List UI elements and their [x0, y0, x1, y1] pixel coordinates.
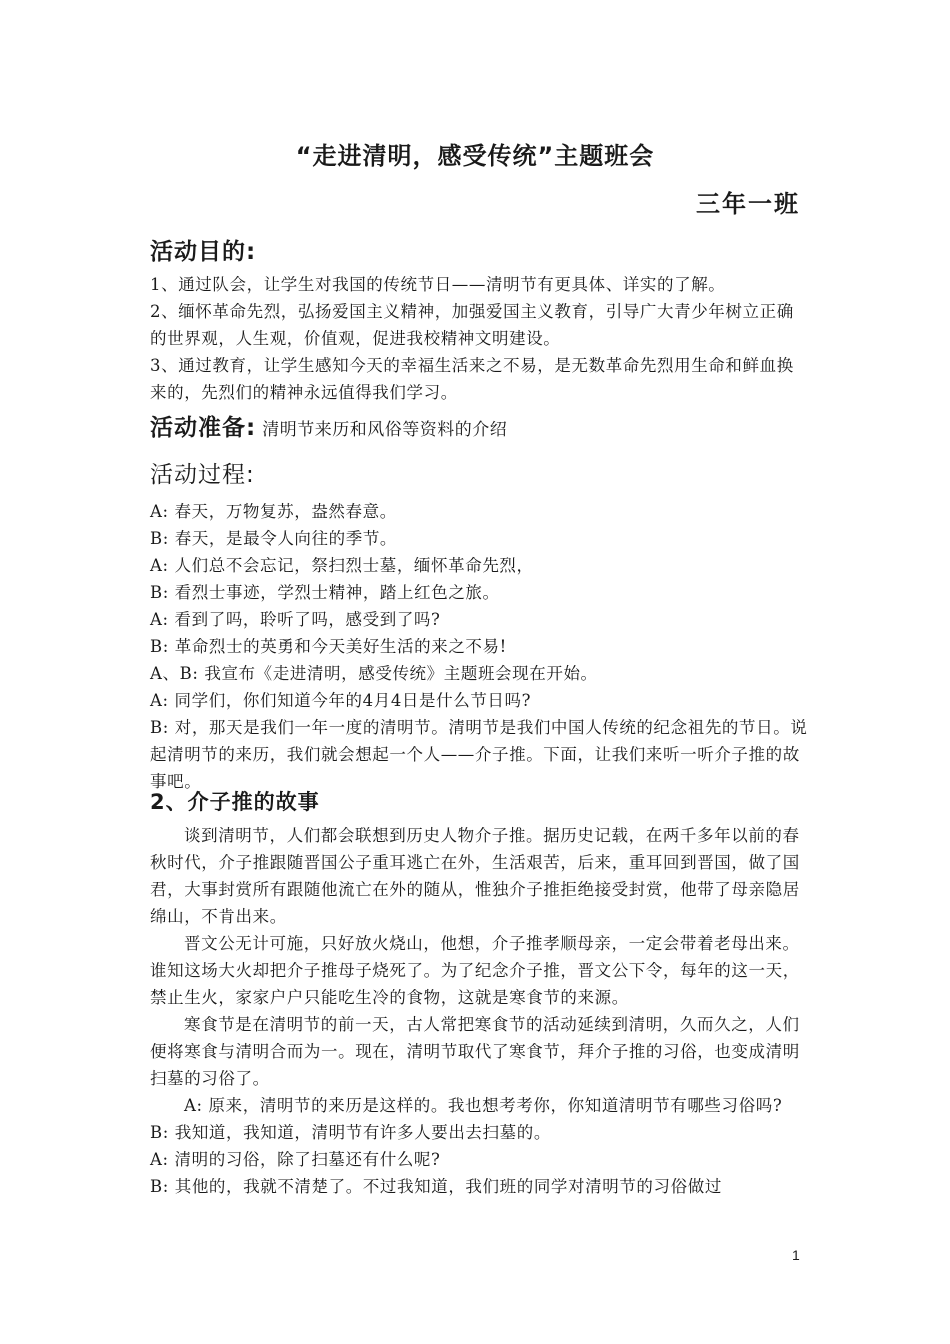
- dialogue-line: B: 看烈士事迹，学烈士精神，踏上红色之旅。: [150, 583, 500, 602]
- dialogue-line: A: 同学们，你们知道今年的4月4日是什么节日吗?: [150, 691, 532, 710]
- preparation-text: 清明节来历和风俗等资料的介绍: [262, 420, 508, 440]
- purpose-heading: 活动目的:: [150, 239, 257, 265]
- story-paragraph: 谈到清明节，人们都会联想到历史人物介子推。据历史记载，在两千多年以前的春秋时代，介子推跟随晋国公子重耳逃亡在外，生活艰苦，后来，重耳回到晋国，做了国君，大事封赏所有跟随他流亡在外的随从，惟独介子推拒绝接受封赏，他带了母亲隐居绵山，不肯出来。: [150, 826, 800, 926]
- process-dialogue: [150, 498, 810, 795]
- story-heading: 2、介子推的故事: [150, 790, 320, 814]
- story-paragraph: A: 原来，清明节的来历是这样的。我也想考考你，你知道清明节有哪些习俗吗?: [184, 1096, 783, 1115]
- purpose-item: 1、通过队会，让学生对我国的传统节日——清明节有更具体、详实的了解。: [150, 275, 726, 294]
- class-name: 三年一班: [696, 190, 800, 218]
- story-paragraph: 晋文公无计可施，只好放火烧山，他想，介子推孝顺母亲，一定会带着老母出来。谁知这场大火却把介子推母子烧死了。为了纪念介子推，晋文公下令，每年的这一天，禁止生火，家家户户只能吃生冷的食物，这就是寒食节的来源。: [150, 934, 800, 1007]
- dialogue-line: B: 对，那天是我们一年一度的清明节。清明节是我们中国人传统的纪念祖先的节日。说起清明节的来历，我们就会想起一个人——介子推。下面，让我们来听一听介子推的故事吧。: [150, 718, 808, 791]
- dialogue-line: A、B: 我宣布《走进清明，感受传统》主题班会现在开始。: [150, 664, 598, 683]
- purpose-item: 3、通过教育，让学生感知今天的幸福生活来之不易，是无数革命先烈用生命和鲜血换来的，先烈们的精神永远值得我们学习。: [150, 356, 794, 402]
- dialogue-line: B: 革命烈士的英勇和今天美好生活的来之不易!: [150, 637, 507, 656]
- dialogue-line: A: 清明的习俗，除了扫墓还有什么呢?: [150, 1150, 441, 1169]
- dialogue-line: B: 我知道，我知道，清明节有许多人要出去扫墓的。: [150, 1123, 551, 1142]
- preparation-heading: [150, 409, 507, 442]
- page-number: 1: [792, 1247, 800, 1263]
- dialogue-line: A: 春天，万物复苏，盎然春意。: [150, 502, 397, 521]
- preparation-heading-label: 活动准备:: [150, 415, 257, 441]
- purpose-list: [150, 271, 810, 406]
- dialogue-line: A: 人们总不会忘记，祭扫烈士墓，缅怀革命先烈，: [150, 556, 534, 575]
- page-title: “走进清明，感受传统”主题班会: [295, 142, 655, 170]
- story-body: [150, 822, 810, 1200]
- dialogue-line: B: 春天，是最令人向往的季节。: [150, 529, 398, 548]
- dialogue-line: A: 看到了吗，聆听了吗，感受到了吗?: [150, 610, 441, 629]
- story-paragraph: 寒食节是在清明节的前一天，古人常把寒食节的活动延续到清明，久而久之，人们便将寒食与清明合而为一。现在，清明节取代了寒食节，拜介子推的习俗，也变成清明扫墓的习俗了。: [150, 1015, 800, 1088]
- process-heading: 活动过程:: [150, 462, 255, 488]
- purpose-item: 2、缅怀革命先烈，弘扬爱国主义精神，加强爱国主义教育，引导广大青少年树立正确的世界观，人生观，价值观，促进我校精神文明建设。: [150, 302, 794, 348]
- dialogue-line: B: 其他的，我就不清楚了。不过我知道，我们班的同学对清明节的习俗做过: [150, 1177, 722, 1196]
